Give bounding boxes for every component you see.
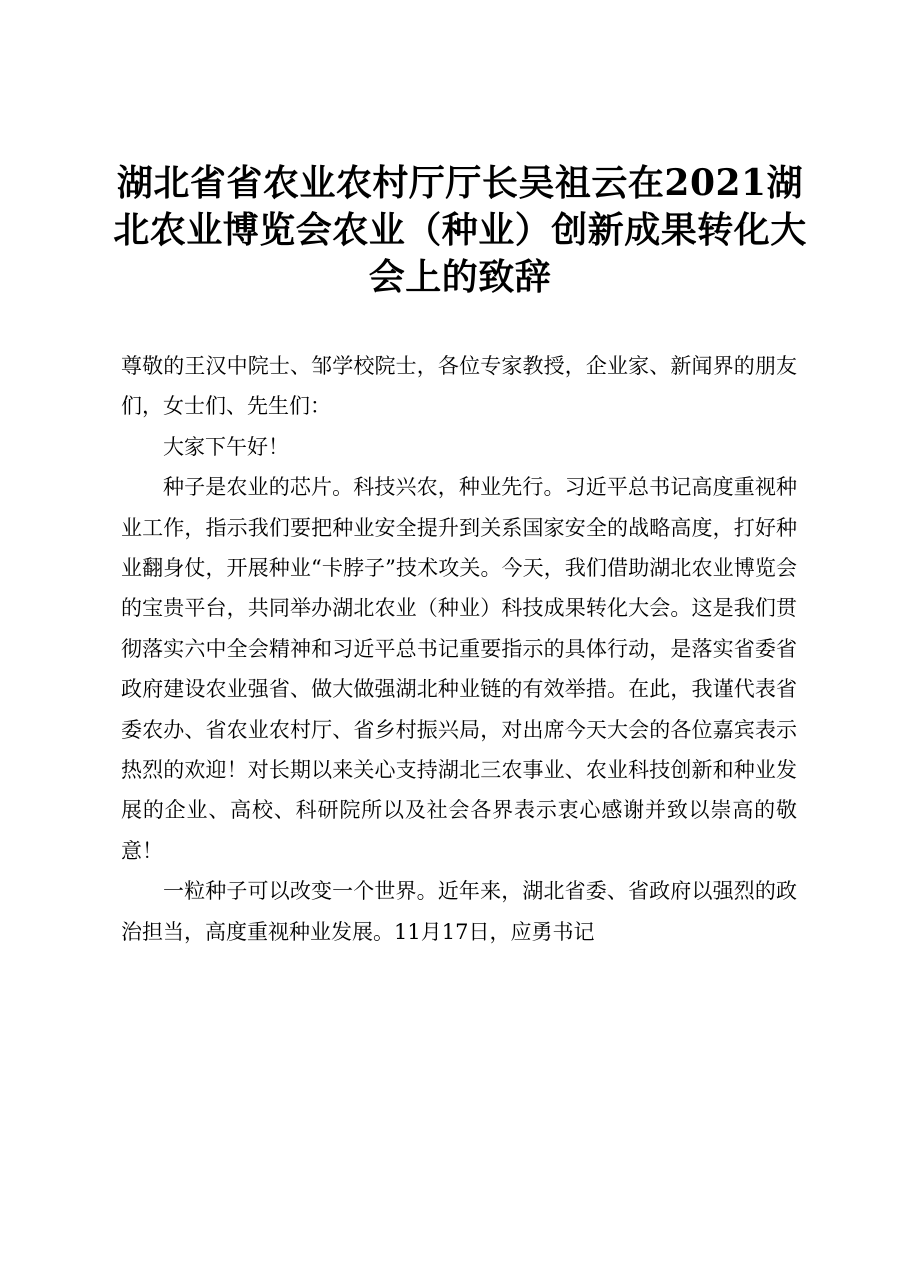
document-body [121, 346, 797, 952]
greeting: 大家下午好！ [163, 434, 289, 459]
document-title: 湖北省省农业农村厅厅长吴祖云在2021湖北农业博览会农业（种业）创新成果转化大会上的致辞 [113, 162, 807, 298]
salutation: 尊敬的王汉中院士、邹学校院士，各位专家教授，企业家、新闻界的朋友们，女士们、先生们： [121, 354, 797, 419]
paragraph-2: 一粒种子可以改变一个世界。近年来，湖北省委、省政府以强烈的政治担当，高度重视种业发展。11月17日，应勇书记 [121, 879, 797, 944]
paragraph-1: 种子是农业的芯片。科技兴农，种业先行。习近平总书记高度重视种业工作，指示我们要把种业安全提升到关系国家安全的战略高度，打好种业翻身仗，开展种业“卡脖子”技术攻关。今天，我们借助湖北农业博览会的宝贵平台，共同举办湖北农业（种业）科技成果转化大会。这是我们贯彻落实六中全会精神和习近平总书记重要指示的具体行动，是落实省委省政府建设农业强省、做大做强湖北种业链的有效举措。在此，我谨代表省委农办、省农业农村厅、省乡村振兴局，对出席今天大会的各位嘉宾表示热烈的欢迎！对长期以来关心支持湖北三农事业、农业科技创新和种业发展的企业、高校、科研院所以及社会各界表示衷心感谢并致以崇高的敬意！ [121, 475, 797, 863]
